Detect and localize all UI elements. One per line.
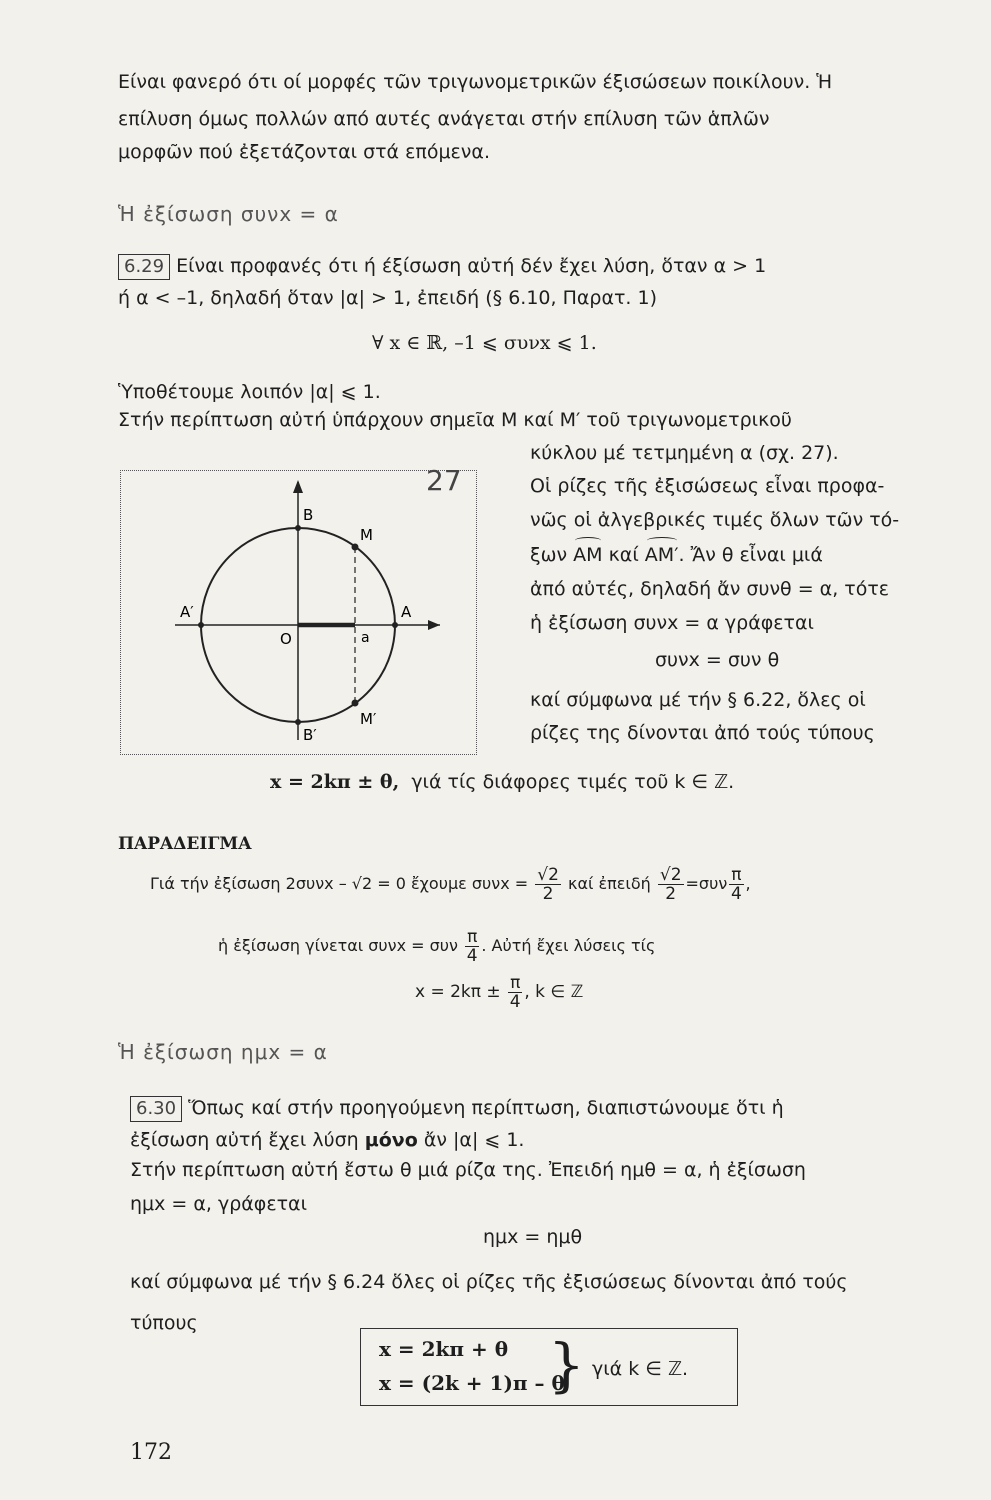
- formula-x-2kpi-pm-theta: x = 2kπ ± θ,: [270, 771, 400, 793]
- formula-x-2kpi-plus-theta: x = 2kπ + θ: [379, 1337, 509, 1361]
- section-6-29-line-1: [118, 254, 766, 280]
- intro-line-1: Είναι φανερό ότι οί μορφές τῶν τριγωνομετρικῶν έξισώσεων ποικίλουν. Ἡ: [118, 71, 833, 93]
- denominator: 2: [542, 884, 554, 904]
- section-6-29-line-12: ρίζες της δίνονται ἀπό τούς τύπους: [530, 722, 875, 744]
- example-line-2: [218, 926, 655, 966]
- arc-am: [573, 543, 602, 567]
- text: x = 2kπ ±: [415, 982, 501, 1002]
- formula-cos-solutions: [270, 770, 734, 794]
- text: =συν: [685, 874, 728, 893]
- numerator: π: [510, 972, 521, 993]
- label-b: B: [303, 506, 314, 524]
- fraction-pi-over-4: [729, 866, 743, 903]
- section-6-30-line-1: [130, 1096, 784, 1122]
- section-6-29-line-5: κύκλου μέ τετμημένη α (σχ. 27).: [530, 442, 839, 464]
- section-6-29-line-2: ή α < –1, δηλαδή ὅταν |α| > 1, ἐπειδή (§ 6.10, Παρατ. 1): [118, 287, 658, 309]
- label-a-value: a: [361, 630, 370, 646]
- trig-circle-figure: [120, 470, 475, 753]
- section-heading-sin: Ἡ ἐξίσωση ημx = α: [118, 1040, 328, 1064]
- denominator: 4: [466, 946, 478, 966]
- text: Γιά τήν ἐξίσωση 2συνx – √2 = 0 ἔχουμε συνx =: [150, 874, 529, 893]
- arc-mark: [647, 537, 677, 544]
- point-b: [295, 525, 301, 531]
- example-solutions: [415, 972, 583, 1012]
- point-a: [392, 622, 398, 628]
- section-6-29-line-9: ἀπό αὐτές, δηλαδή ἄν συνθ = α, τότε: [530, 578, 890, 600]
- label-m-prime: M′: [360, 710, 377, 728]
- intro-line-2: επίλυση όμως πολλών από αυτές ανάγεται στήν επίλυση τῶν ἁπλῶν: [118, 108, 770, 130]
- numerator: √2: [537, 865, 559, 885]
- section-6-29-line-3: Ὑποθέτουμε λοιπόν |α| ⩽ 1.: [118, 381, 381, 403]
- page-number: 172: [130, 1440, 172, 1465]
- formula-cos-range: ∀ x ∈ ℝ, –1 ⩽ συνx ⩽ 1.: [372, 332, 597, 354]
- label-o: O: [280, 630, 292, 648]
- emphasis: μόνο: [364, 1129, 418, 1151]
- text: γιά τίς διάφορες τιμές τοῦ k ∈ ℤ.: [411, 771, 735, 793]
- text: ξων: [530, 544, 574, 566]
- label-b-prime: B′: [303, 726, 317, 744]
- fraction-sqrt2-over-2: [535, 866, 561, 903]
- y-axis-arrow-icon: [293, 480, 303, 493]
- denominator: 4: [730, 884, 742, 904]
- formula-sin-eq: ημx = ημθ: [483, 1226, 583, 1248]
- point-m: [352, 544, 359, 551]
- numerator: π: [467, 927, 478, 947]
- arc-label: AM′: [644, 544, 679, 566]
- formula-x-2k1pi-minus-theta: x = (2k + 1)π – θ: [379, 1371, 565, 1395]
- arc-am-prime: [645, 543, 679, 567]
- point-b-prime: [295, 719, 301, 725]
- section-6-29-line-6: Οἱ ρίζες τῆς ἐξισώσεως εἶναι προφα-: [530, 475, 885, 497]
- section-6-30-line-3: Στήν περίπτωση αὐτή ἔστω θ μιά ρίζα της. Ἐπειδή ημθ = α, ἡ ἐξίσωση: [130, 1159, 806, 1181]
- example-line-1: [150, 864, 751, 904]
- text: . Ἄν θ εἶναι μιά: [678, 544, 823, 566]
- text: Είναι προφανές ότι ή έξίσωση αὐτή δέν ἔχει λύση, ὅταν α > 1: [176, 255, 767, 277]
- text: ἡ ἐξίσωση γίνεται συνx = συν: [218, 936, 458, 955]
- section-6-30-line-2: [130, 1128, 524, 1152]
- arc-mark: [575, 537, 600, 544]
- section-6-30-line-5: καί σύμφωνα μέ τήν § 6.24 ὅλες οἱ ρίζες τῆς ἐξισώσεως δίνονται ἀπό τούς: [130, 1271, 848, 1293]
- text: ἐξίσωση αὐτή ἔχει λύση: [130, 1129, 365, 1151]
- arc-label: AM: [573, 544, 603, 566]
- section-6-29-line-11: καί σύμφωνα μέ τήν § 6.22, ὅλες οἱ: [530, 689, 866, 711]
- text: , k ∈ ℤ: [524, 982, 584, 1002]
- section-6-30-line-6: τύπους: [130, 1312, 198, 1334]
- x-axis-arrow-icon: [428, 620, 440, 630]
- section-6-29-line-4: Στήν περίπτωση αὐτή ὑπάρχουν σημεῖα Μ καί Μ′ τοῦ τριγωνομετρικοῦ: [118, 409, 792, 431]
- numerator: √2: [659, 865, 682, 885]
- label-m: M: [360, 526, 373, 544]
- text: καί ἐπειδή: [568, 874, 651, 893]
- right-brace-icon: }: [548, 1331, 585, 1399]
- text: ,: [745, 874, 751, 893]
- label-a-prime: A′: [180, 603, 194, 621]
- text: καί: [602, 544, 645, 566]
- fraction-sqrt2-over-2: [658, 866, 684, 903]
- point-a-prime: [198, 622, 204, 628]
- text: ἄν |α| ⩽ 1.: [417, 1129, 525, 1151]
- section-6-29-line-10: ἡ ἐξίσωση συνx = α γράφεται: [530, 612, 814, 634]
- denominator: 4: [509, 991, 521, 1012]
- text: Ὅπως καί στήν προηγούμενη περίπτωση, διαπιστώνουμε ὅτι ἡ: [188, 1097, 784, 1119]
- fraction-pi-over-4: [508, 974, 522, 1011]
- denominator: 2: [665, 884, 677, 904]
- section-6-30-line-4: ημx = α, γράφεται: [130, 1193, 308, 1215]
- formula-box-condition: γιά k ∈ ℤ.: [592, 1358, 689, 1380]
- label-a: A: [401, 603, 412, 621]
- numerator: π: [731, 865, 742, 885]
- section-heading-cos: Ἡ ἐξίσωση συνx = α: [118, 202, 339, 226]
- paragraph-number-6-29: 6.29: [118, 254, 170, 280]
- figure-number: 27: [426, 464, 462, 497]
- paragraph-number-6-30: 6.30: [130, 1096, 182, 1122]
- example-heading: ΠΑΡΑΔΕΙΓΜΑ: [118, 834, 252, 854]
- intro-line-3: μορφῶν πού ἐξετάζονται στά επόμενα.: [118, 141, 490, 163]
- point-m-prime: [352, 700, 359, 707]
- section-6-29-line-7: νῶς οἱ ἀλγεβρικές τιμές ὅλων τῶν τό-: [530, 509, 900, 531]
- text: . Αὐτή ἔχει λύσεις τίς: [481, 936, 656, 955]
- formula-cos-eq: συνx = συν θ: [655, 649, 780, 671]
- section-6-29-line-8: [530, 543, 823, 567]
- fraction-pi-over-4: [465, 928, 479, 965]
